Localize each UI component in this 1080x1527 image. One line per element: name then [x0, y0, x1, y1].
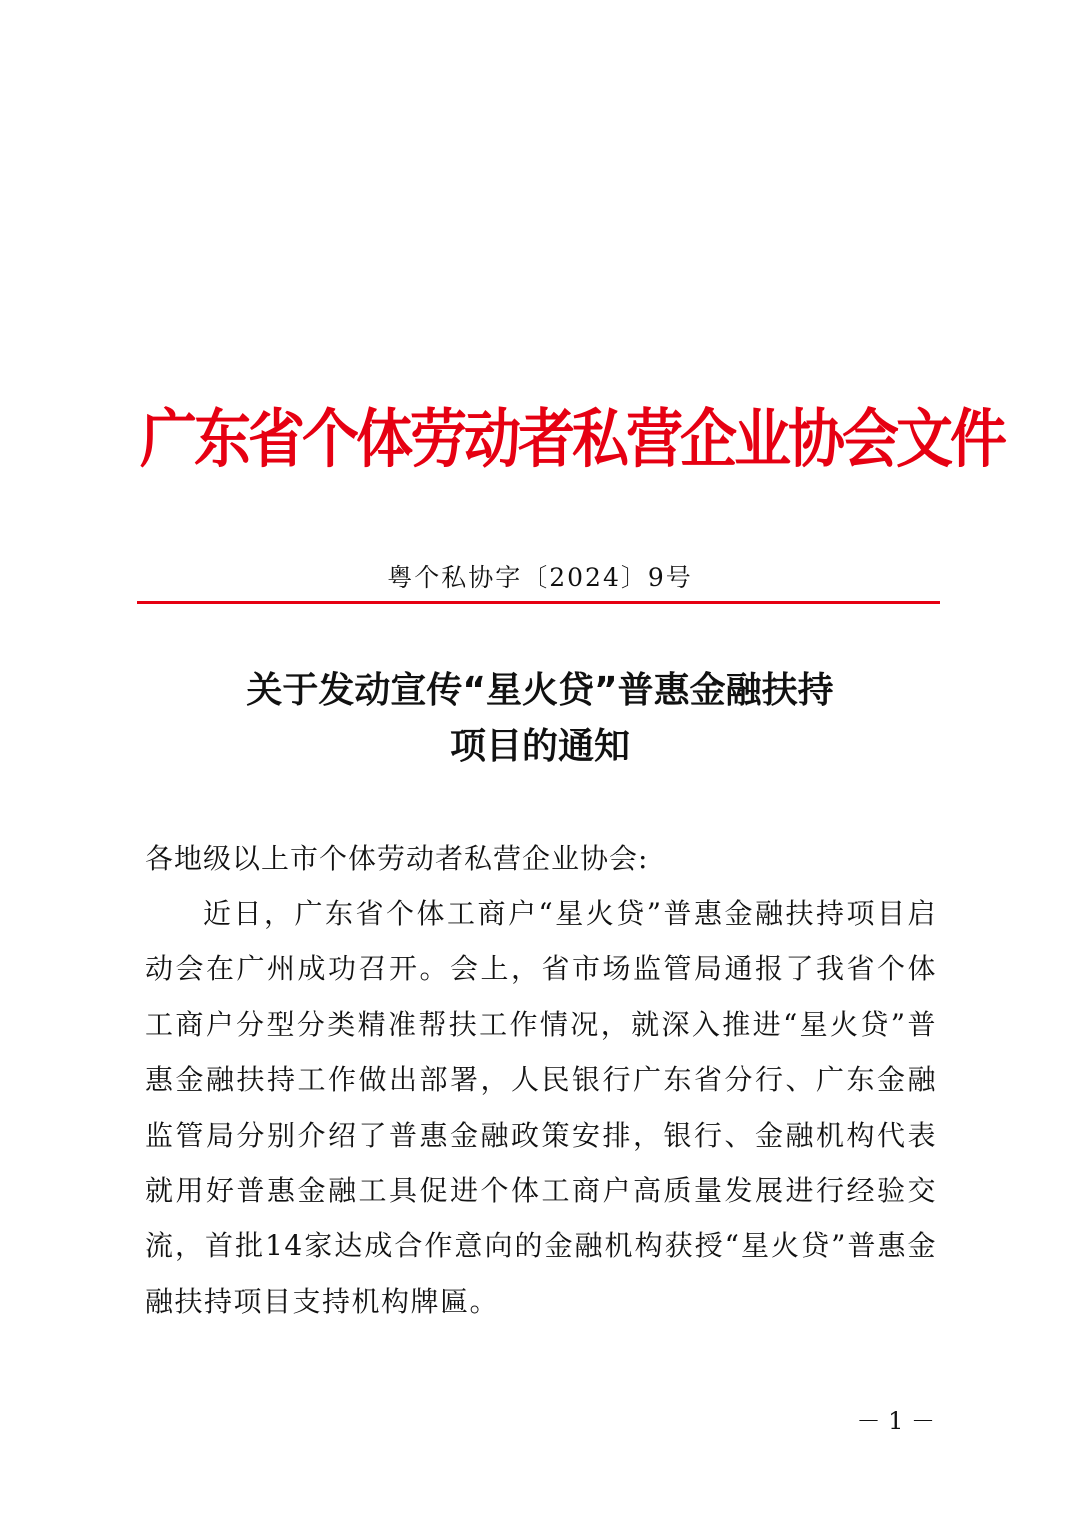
document-number: 粤个私协字〔2024〕9号	[387, 563, 693, 592]
salutation: 各地级以上市个体劳动者私营企业协会:	[145, 842, 649, 875]
notice-title-line-2: 项目的通知	[449, 726, 630, 767]
page-number: － 1 －	[856, 1407, 935, 1435]
issuer-red-header: 广东省个体劳动者私营企业协会文件	[140, 401, 1004, 477]
notice-title-line-1: 关于发动宣传“星火贷”普惠金融扶持	[246, 670, 834, 711]
red-separator-line	[137, 601, 940, 604]
body-paragraph: 近日，广东省个体工商户“星火贷”普惠金融扶持项目启动会在广州成功召开。会上，省市场监管局通报了我省个体工商户分型分类精准帮扶工作情况，就深入推进“星火贷”普惠金融扶持工作做出部署，人民银行广东省分行、广东金融监管局分别介绍了普惠金融政策安排，银行、金融机构代表就用好普惠金融工具促进个体工商户高质量发展进行经验交流，首批14家达成合作意向的金融机构获授“星火贷”普惠金融扶持项目支持机构牌匾。	[145, 897, 937, 1318]
